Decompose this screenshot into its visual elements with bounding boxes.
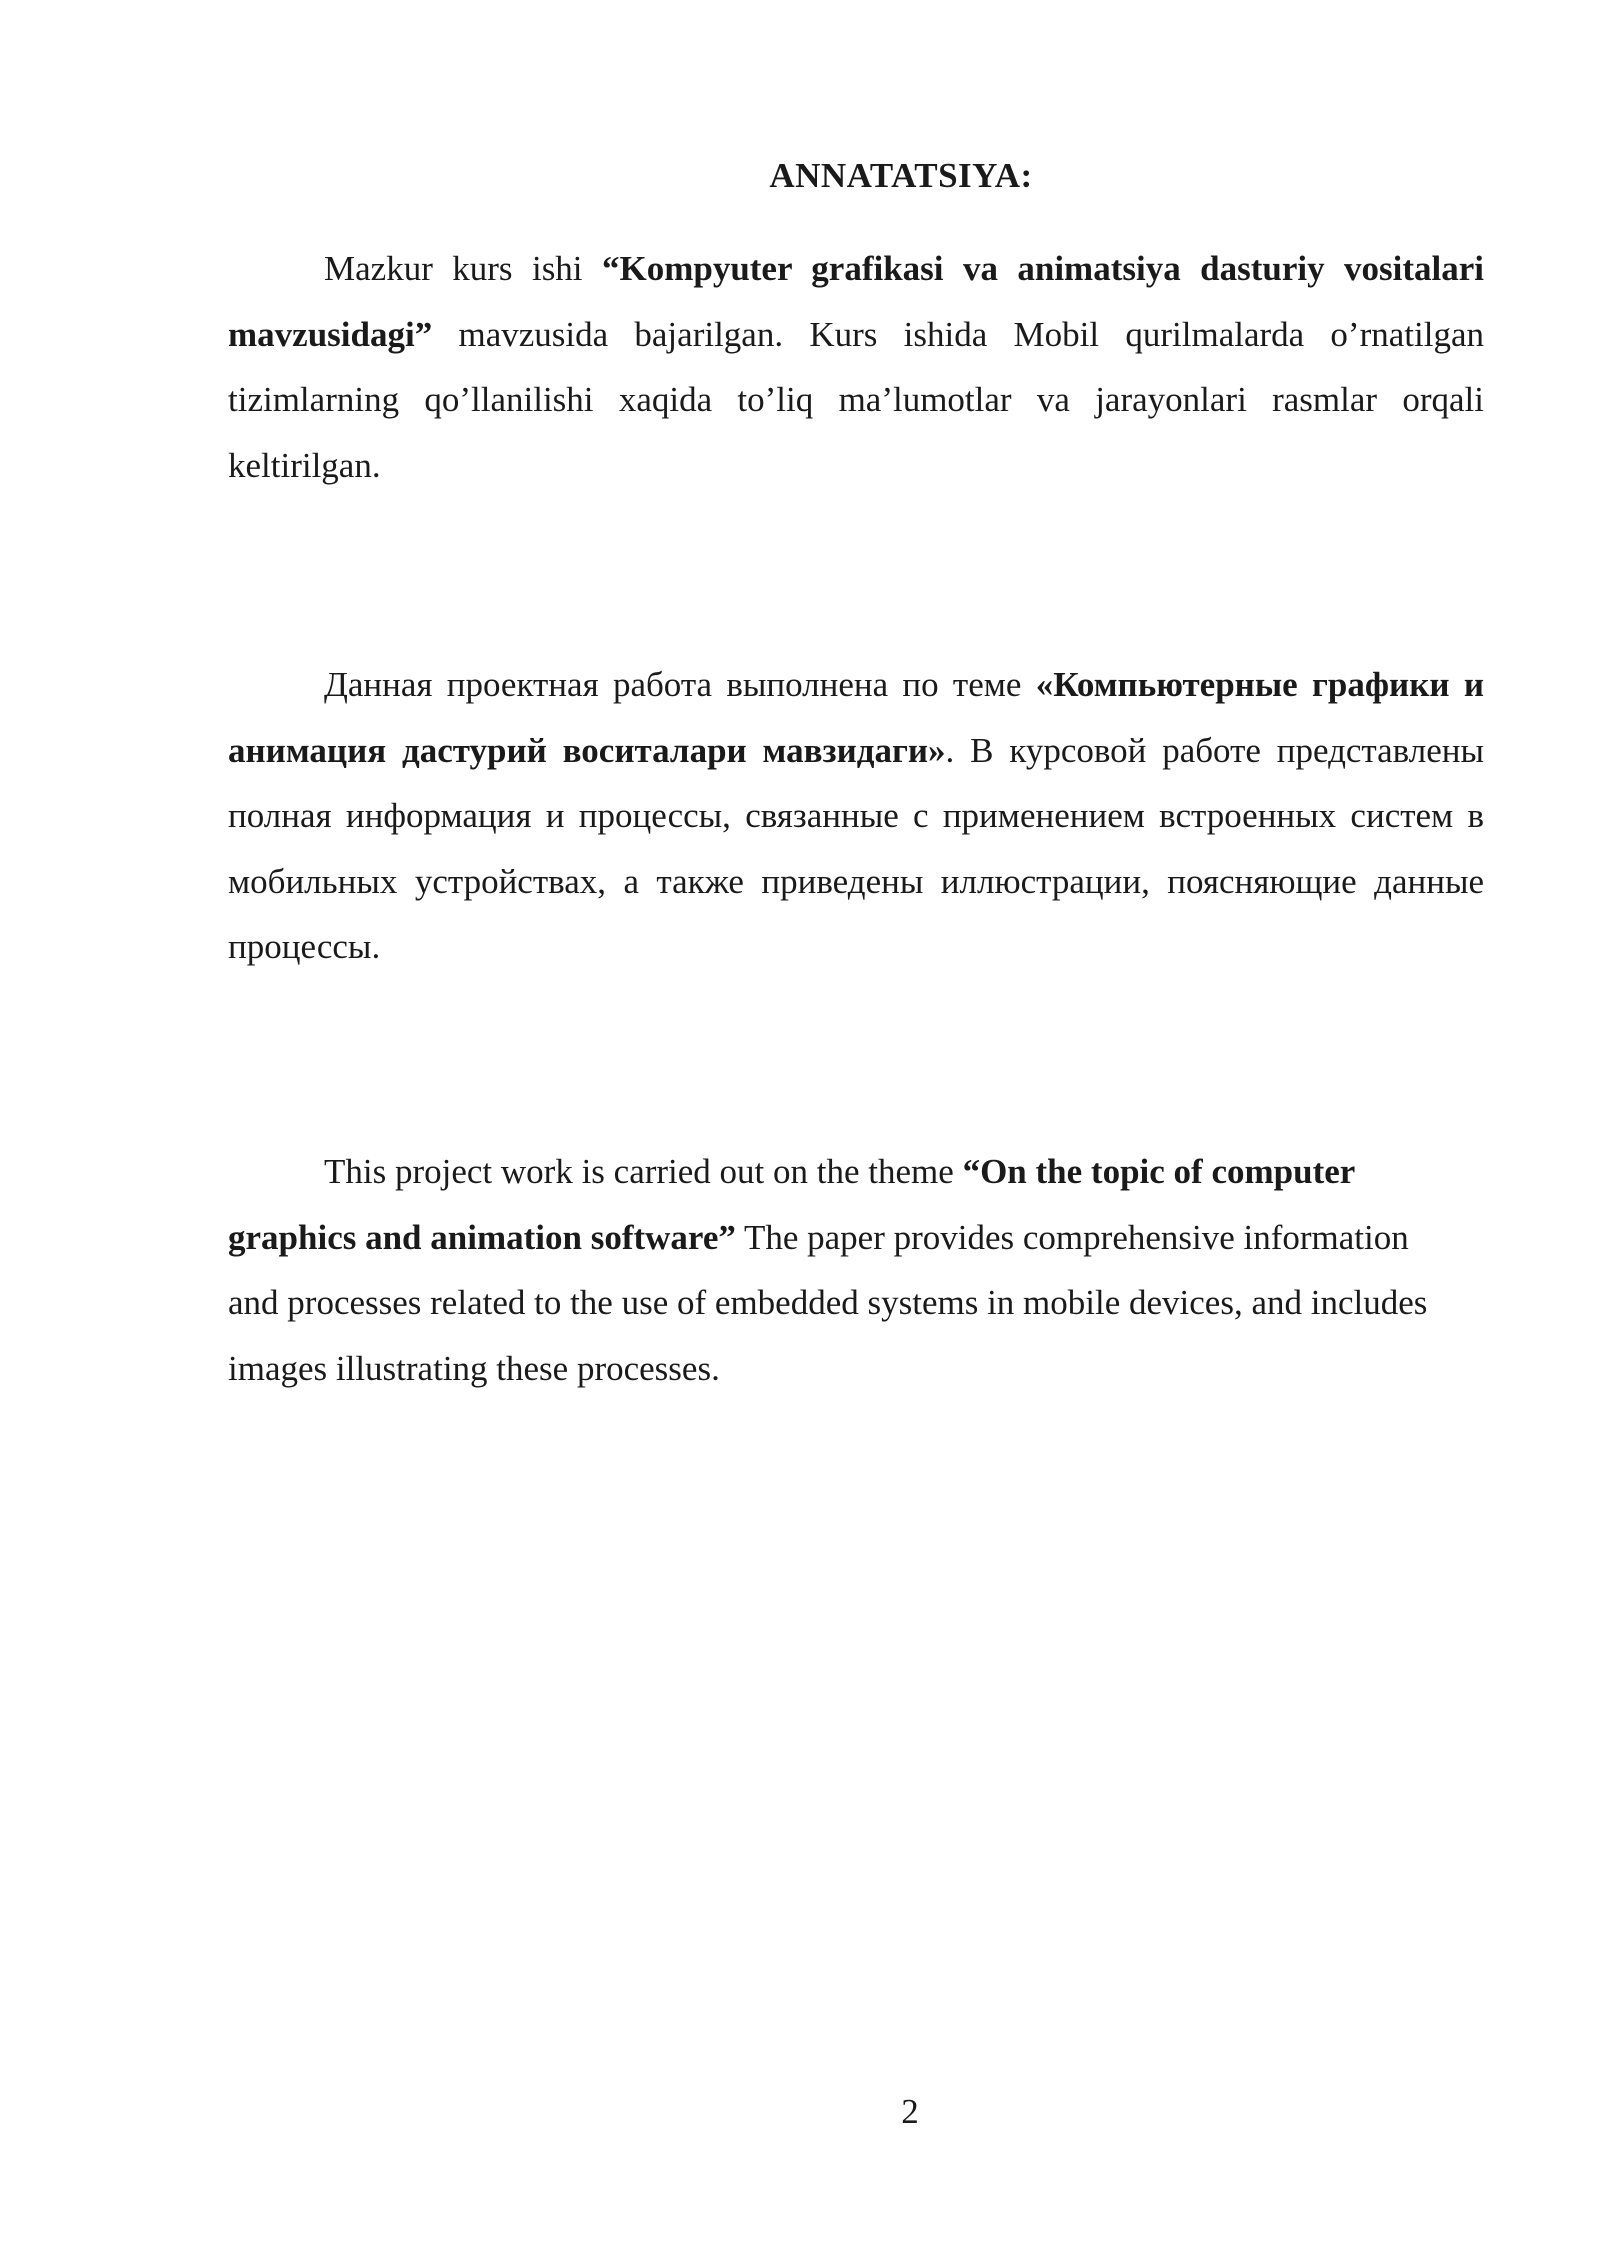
annotation-heading: ANNATATSIYA: (769, 156, 1033, 195)
paragraph-uz-topic-title: “Kompyuter grafikasi va animatsiya dasturiy vositalari mavzusidagi” (228, 249, 1484, 354)
paragraph-en-text-end: The paper provides comprehensive information and processes related to the use of embedded systems in mobile devices, and includes images illustrating these processes. (228, 1217, 1428, 1388)
paragraph-ru-text-start: Данная проектная работа выполнена по теме (324, 665, 1036, 704)
paragraph-uz-text-end: mavzusida bajarilgan. Kurs ishida Mobil qurilmalarda o’rnatilgan tizimlarning qo’llanilishi xaqida to’liq ma’lumotlar va jarayonlari rasmlar orqali keltirilgan. (228, 314, 1484, 485)
paragraph-ru-topic-title: «Компьютерные графики и анимация дастурий воситалари мавзидаги» (228, 665, 1484, 770)
annotation-paragraph-russian (228, 652, 1484, 980)
annotation-paragraph-english (228, 1139, 1468, 1401)
paragraph-en-topic-title: “On the topic of computer graphics and animation software” (228, 1152, 1355, 1257)
annotation-paragraph-uzbek (228, 236, 1484, 498)
paragraph-ru-text-end: . В курсовой работе представлены полная информация и процессы, связанные с применением встроенных систем в мобильных устройствах, а также приведены иллюстрации, поясняющие данные процессы. (228, 730, 1484, 966)
page-number: 2 (901, 2092, 919, 2131)
paragraph-en-text-start: This project work is carried out on the theme (324, 1152, 963, 1191)
paragraph-uz-text-start: Mazkur kurs ishi (324, 249, 602, 288)
